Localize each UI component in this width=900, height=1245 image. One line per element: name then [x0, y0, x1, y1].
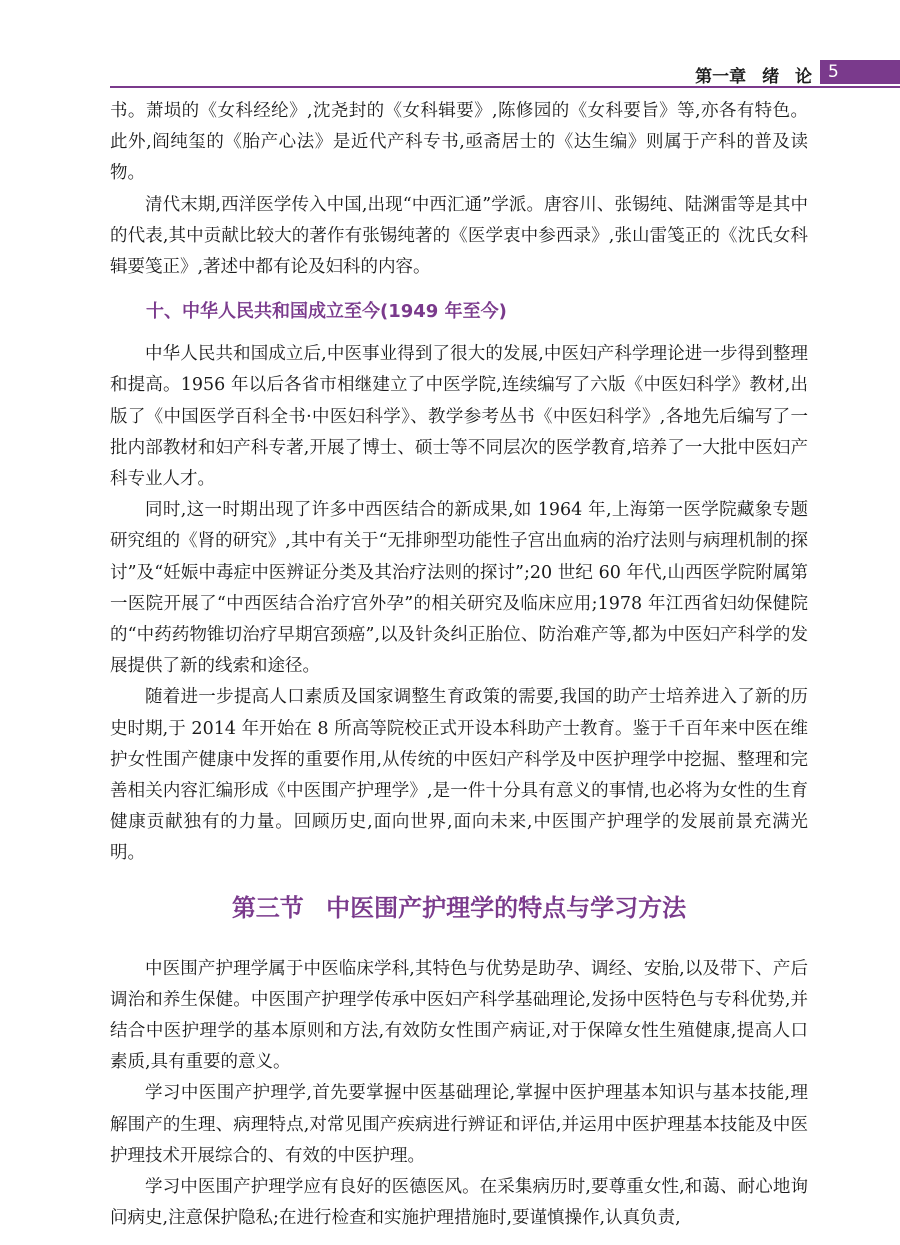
- paragraph-medical-ethics: 学习中医围产护理学应有良好的医德医风。在采集病历时,要尊重女性,和蔼、耐心地询问病史,注意保护隐私;在进行检查和实施护理措施时,要谨慎操作,认真负责,: [110, 1177, 808, 1229]
- paragraph-continued: 书。萧埙的《女科经纶》,沈尧封的《女科辑要》,陈修园的《女科要旨》等,亦各有特色。此外,阎纯玺的《胎产心法》是近代产科专书,亟斋居士的《达生编》则属于产科的普及读物。: [110, 101, 808, 184]
- paragraph-qing-dynasty: 清代末期,西洋医学传入中国,出现“中西汇通”学派。唐容川、张锡纯、陆渊雷等是其中的代表,其中贡献比较大的著作有张锡纯著的《医学衷中参西录》,张山雷笺正的《沈氏女科辑要笺正》,著述中都有论及妇科的内容。: [110, 194, 808, 278]
- page-header: [0, 58, 900, 92]
- page-number-tab: [820, 60, 900, 84]
- header-divider: [110, 86, 900, 88]
- page-body: [110, 96, 808, 1235]
- paragraph-midwifery-education: 随着进一步提高人口素质及国家调整生育政策的需要,我国的助产士培养进入了新的历史时期,于 2014 年开始在 8 所高等院校正式开设本科助产士教育。鉴于千百年来中医在维护女性围产健康中发挥的重要作用,从传统的中医妇产科学及中医护理学中挖掘、整理和完善相关内容汇编形成《中医围产护理学》,是一件十分具有意义的事情,也必将为女性的生育健康贡献独有的力量。回顾历史,面向世界,面向未来,中医围产护理学的发展前景充满光明。: [110, 687, 808, 864]
- paragraph-characteristics: 中医围产护理学属于中医临床学科,其特色与优势是助孕、调经、安胎,以及带下、产后调治和养生保健。中医围产护理学传承中医妇产科学基础理论,发扬中医特色与专科优势,并结合中医护理学的基本原则和方法,有效防女性围产病证,对于保障女性生殖健康,提高人口素质,具有重要的意义。: [110, 958, 808, 1073]
- paragraph-learning-basics: 学习中医围产护理学,首先要掌握中医基础理论,掌握中医护理基本知识与基本技能,理解围产的生理、病理特点,对常见围产疾病进行辨证和评估,并运用中医护理基本技能及中医护理技术开展综合的、有效的中医护理。: [110, 1083, 808, 1166]
- paragraph-integrated-research: 同时,这一时期出现了许多中西医结合的新成果,如 1964 年,上海第一医学院藏象专题研究组的《肾的研究》,其中有关于“无排卵型功能性子宫出血病的治疗法则与病理机制的探讨”及“妊娠中毒症中医辨证分类及其治疗法则的探讨”;20 世纪 60 年代,山西医学院附属第一医院开展了“中西医结合治疗宫外孕”的相关研究及临床应用;1978 年江西省妇幼保健院的“中药药物锥切治疗早期宫颈癌”,以及针灸纠正胎位、防治难产等,都为中医妇产科学的发展提供了新的线索和途径。: [110, 500, 808, 677]
- page-number: 5: [828, 62, 839, 82]
- chapter-title: 第一章 绪 论: [695, 67, 812, 87]
- subheading-1949-to-present: 十、中华人民共和国成立至今(1949 年至今): [146, 301, 507, 323]
- section-heading: 第三节 中医围产护理学的特点与学习方法: [231, 893, 687, 922]
- paragraph-prc-development: 中华人民共和国成立后,中医事业得到了很大的发展,中医妇产科学理论进一步得到整理和提高。1956 年以后各省市相继建立了中医学院,连续编写了六版《中医妇科学》教材,出版了《中国医学百科全书·中医妇科学》、教学参考丛书《中医妇科学》,各地先后编写了一批内部教材和妇产科专著,开展了博士、硕士等不同层次的医学教育,培养了一大批中医妇产科专业人才。: [110, 344, 808, 490]
